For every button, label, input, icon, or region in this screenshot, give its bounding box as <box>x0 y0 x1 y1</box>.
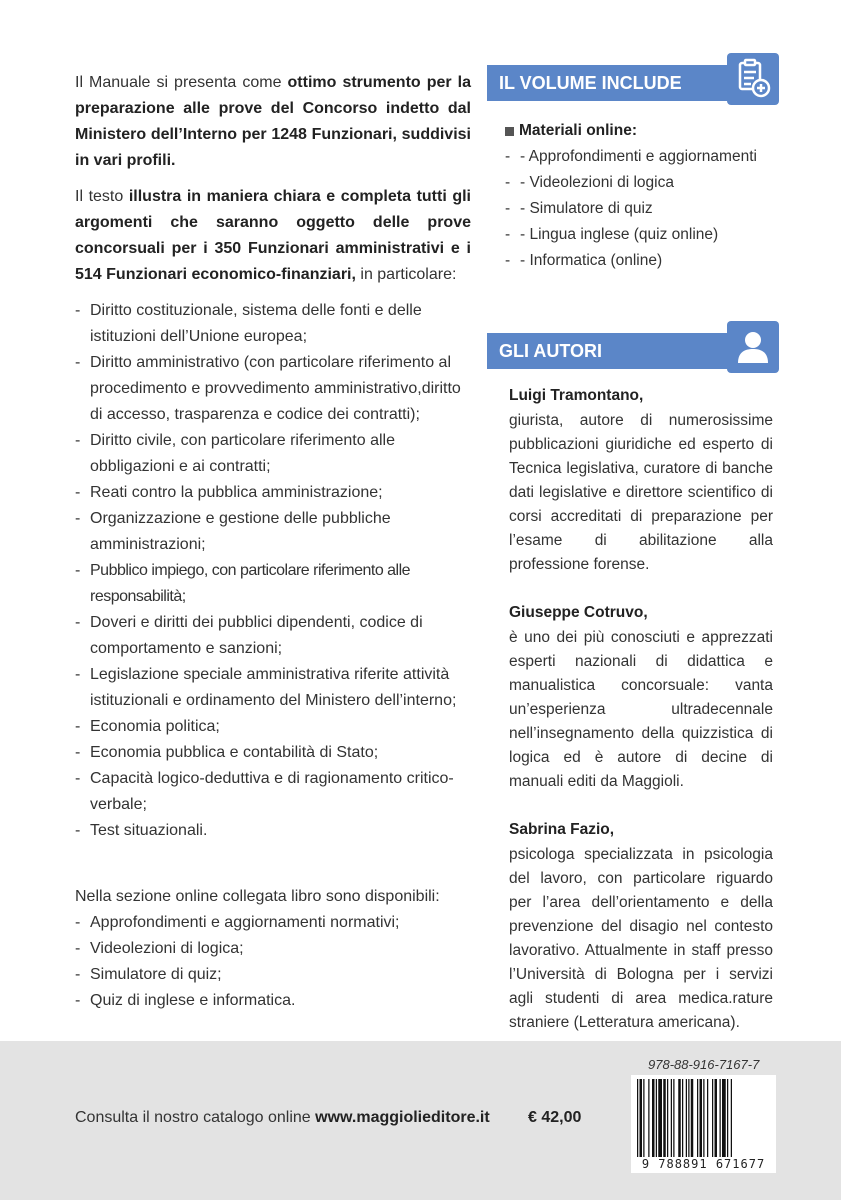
author-entry <box>509 384 773 577</box>
author-name: Sabrina Fazio, <box>509 821 615 838</box>
list-item: - - Approfondimenti e aggiornamenti <box>505 144 785 170</box>
list-item: - Test situazionali. <box>75 818 471 844</box>
barcode-bar <box>688 1079 689 1169</box>
author-name: Luigi Tramontano, <box>509 387 644 404</box>
barcode-bar <box>637 1079 638 1169</box>
list-item: - Diritto costituzionale, sistema delle fonti e delle istituzioni dell’Unione europea; <box>75 298 471 350</box>
barcode-bar <box>700 1079 703 1157</box>
barcode-bar <box>712 1079 713 1157</box>
volume-header-title: IL VOLUME INCLUDE <box>499 73 682 93</box>
includes-title: Materiali online: <box>505 118 785 144</box>
list-item: - Reati contro la pubblica amministrazione; <box>75 480 471 506</box>
list-item: - - Simulatore di quiz <box>505 196 785 222</box>
author-entry <box>509 601 773 794</box>
catalog-line: Consulta il nostro catalogo online www.maggiolieditore.it <box>75 1109 490 1126</box>
barcode-bar <box>686 1079 687 1169</box>
content-highlight: illustra in maniera chiara e completa tutti gli argomenti che saranno oggetto delle prove concorsuali per i 350 Funzionari amministrativi e i 514 Funzionari economico-finanziari, <box>75 188 472 283</box>
author-bio: giurista, autore di numerosissime pubblicazioni giuridiche ed esperto di Tecnica legislativa, curatore di banche dati legislative e direttore scientifico di corsi accreditati di preparazione per l’esame di abilitazione alla professione forense. <box>509 412 773 573</box>
barcode-bar <box>663 1079 666 1157</box>
intro-highlight: ottimo strumento per la preparazione alle prove del Concorso indetto dal Ministero dell’Interno per 1248 Funzionari, suddivisi in vari profili. <box>75 74 471 169</box>
author-bio: psicologa specializzata in psicologia del lavoro, con particolare riguardo per l’area dell’orientamento e della prevenzione del disagio nel contesto lavorativo. Attualmente in staff presso l’Università di Bologna per i servizi agli studenti di area medica.rature straniere (Letteratura americana). <box>509 846 773 1031</box>
author-name: Giuseppe Cotruvo, <box>509 604 648 621</box>
authors-section <box>509 384 773 1059</box>
list-item: - Economia pubblica e contabilità di Stato; <box>75 740 471 766</box>
list-item: - Economia politica; <box>75 714 471 740</box>
user-icon <box>727 321 779 373</box>
list-item: - Videolezioni di logica; <box>75 936 471 962</box>
barcode-bar <box>722 1079 726 1157</box>
barcode-bar <box>731 1079 732 1169</box>
barcode-bar <box>673 1079 674 1157</box>
barcode-bar <box>667 1079 668 1157</box>
barcode-bar <box>656 1079 657 1157</box>
list-item: - Diritto civile, con particolare riferimento alle obbligazioni e ai contratti; <box>75 428 471 480</box>
author-bio: è uno dei più conosciuti e apprezzati esperti nazionali di didattica e manualistica concorsuale: vanta un’esperienza ultradecennale nell’insegnamento della quizzistica di logica ed è autore di decine di manuali editi da Maggioli. <box>509 629 773 790</box>
barcode-bar <box>678 1079 681 1157</box>
footer-band <box>0 1041 841 1200</box>
topics-list <box>75 298 471 844</box>
list-item: - - Lingua inglese (quiz online) <box>505 222 785 248</box>
list-item: - Diritto amministrativo (con particolare riferimento al procedimento e provvedimento amministrativo,diritto di accesso, trasparenza e codice dei contratti); <box>75 350 471 428</box>
barcode-bar <box>691 1079 694 1157</box>
barcode-bar <box>682 1079 683 1157</box>
barcode-bar <box>715 1079 718 1157</box>
barcode-bar <box>648 1079 649 1157</box>
barcode-bar <box>703 1079 704 1157</box>
barcode <box>631 1075 776 1173</box>
barcode-bar <box>658 1079 662 1157</box>
main-text-column <box>75 70 471 1014</box>
list-item: - Legislazione speciale amministrativa riferite attività istituzionali e ordinamento del Ministero dell’interno; <box>75 662 471 714</box>
list-item: - Organizzazione e gestione delle pubbliche amministrazioni; <box>75 506 471 558</box>
author-entry <box>509 818 773 1035</box>
barcode-bar <box>707 1079 708 1157</box>
list-item: - Simulatore di quiz; <box>75 962 471 988</box>
list-item: - Approfondimenti e aggiornamenti normativi; <box>75 910 471 936</box>
barcode-bar <box>643 1079 644 1157</box>
list-item: - Doveri e diritti dei pubblici dipendenti, codice di comportamento e sanzioni; <box>75 610 471 662</box>
authors-header <box>487 333 779 369</box>
document-add-icon <box>727 53 779 105</box>
list-item: - Capacità logico-deduttiva e di ragionamento critico-verbale; <box>75 766 471 818</box>
catalog-link[interactable]: www.maggiolieditore.it <box>315 1109 490 1126</box>
online-intro: Nella sezione online collegata libro sono disponibili: <box>75 888 440 905</box>
barcode-bar <box>671 1079 672 1157</box>
intro-paragraph: Il Manuale si presenta come ottimo strumento per la preparazione alle prove del Concorso indetto dal Ministero dell’Interno per 1248 Funzionari, suddivisi in vari profili. <box>75 74 471 169</box>
content-paragraph: Il testo illustra in maniera chiara e completa tutti gli argomenti che saranno oggetto delle prove concorsuali per i 350 Funzionari amministrativi e i 514 Funzionari economico-finanziari, in particolare: <box>75 188 472 283</box>
bullet-square-icon <box>505 127 514 136</box>
isbn-number: 978-88-916-7167-7 <box>648 1057 760 1072</box>
authors-header-title: GLI AUTORI <box>499 341 602 361</box>
volume-header <box>487 65 779 101</box>
price: € 42,00 <box>528 1109 582 1126</box>
barcode-bar <box>652 1079 655 1157</box>
list-item: - - Informatica (online) <box>505 248 785 274</box>
barcode-bar <box>640 1079 643 1169</box>
barcode-bar <box>697 1079 698 1157</box>
barcode-bar <box>720 1079 721 1157</box>
barcode-digits: 9 788891 671677 <box>631 1157 776 1171</box>
list-item: - Pubblico impiego, con particolare riferimento alle responsabilità; <box>75 558 471 610</box>
list-item: - - Videolezioni di logica <box>505 170 785 196</box>
list-item: - Quiz di inglese e informatica. <box>75 988 471 1014</box>
online-list <box>75 910 471 1014</box>
volume-includes <box>505 118 785 274</box>
includes-list <box>505 144 785 274</box>
barcode-bar <box>727 1079 728 1157</box>
